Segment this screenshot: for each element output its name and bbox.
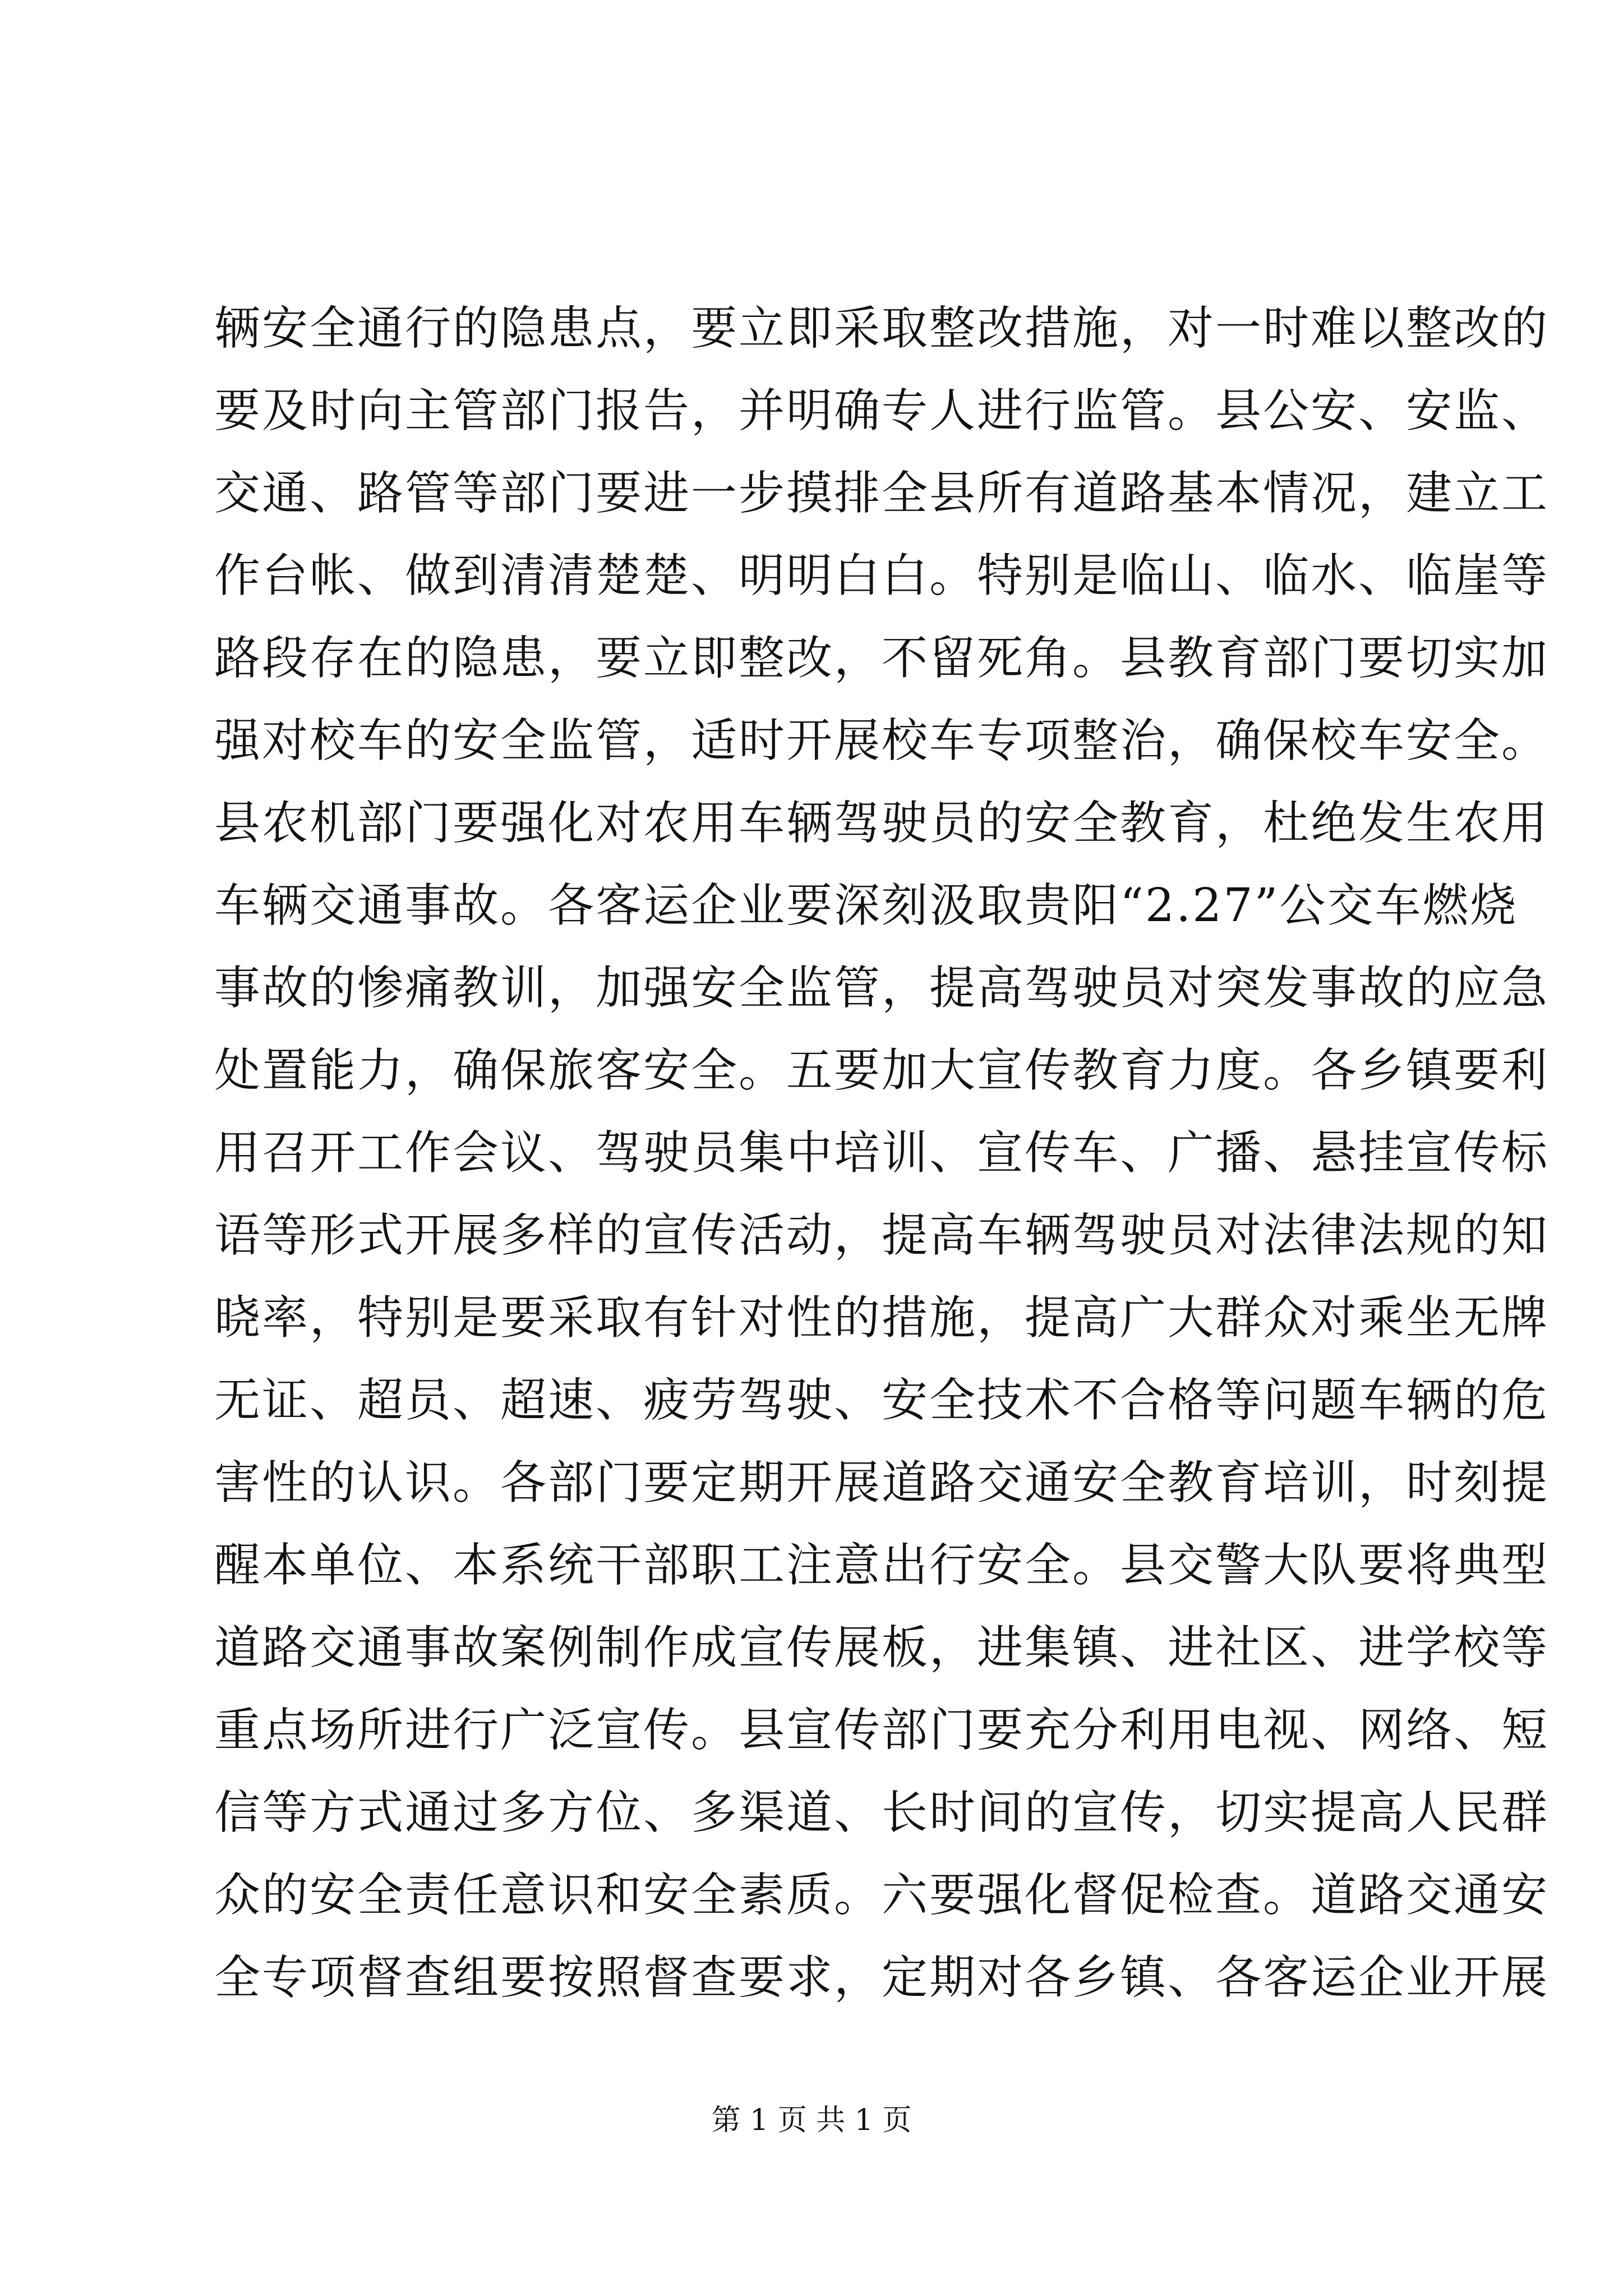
text-line: 醒本单位、本系统干部职工注意出行安全。县交警大队要将典型 <box>214 1539 1550 1592</box>
text-line: 辆安全通行的隐患点，要立即采取整改措施，对一时难以整改的 <box>214 302 1550 355</box>
text-line: 强对校车的安全监管，适时开展校车专项整治，确保校车安全。 <box>214 714 1550 767</box>
text-line: 道路交通事故案例制作成宣传展板，进集镇、进社区、进学校等 <box>214 1621 1550 1674</box>
text-line: 无证、超员、超速、疲劳驾驶、安全技术不合格等问题车辆的危 <box>214 1374 1550 1427</box>
text-line: 要及时向主管部门报告，并明确专人进行监管。县公安、安监、 <box>214 384 1550 438</box>
text-line: 全专项督查组要按照督查要求，定期对各乡镇、各客运企业开展 <box>214 1951 1550 2004</box>
text-line: 路段存在的隐患，要立即整改，不留死角。县教育部门要切实加 <box>214 632 1550 685</box>
text-line: 车辆交通事故。各客运企业要深刻汲取贵阳“2.27”公交车燃烧 <box>214 879 1518 932</box>
text-line: 晓率，特别是要采取有针对性的措施，提高广大群众对乘坐无牌 <box>214 1291 1550 1345</box>
text-line: 信等方式通过多方位、多渠道、长时间的宣传，切实提高人民群 <box>214 1786 1550 1839</box>
text-line: 作台帐、做到清清楚楚、明明白白。特别是临山、临水、临崖等 <box>214 549 1550 602</box>
text-line: 重点场所进行广泛宣传。县宣传部门要充分利用电视、网络、短 <box>214 1704 1550 1757</box>
text-line: 害性的认识。各部门要定期开展道路交通安全教育培训，时刻提 <box>214 1456 1550 1510</box>
text-line: 众的安全责任意识和安全素质。六要强化督促检查。道路交通安 <box>214 1869 1550 1922</box>
body-text <box>214 287 1550 2019</box>
page-footer: 第 1 页 共 1 页 <box>711 2104 912 2137</box>
text-line: 用召开工作会议、驾驶员集中培训、宣传车、广播、悬挂宣传标 <box>214 1126 1550 1180</box>
text-line: 事故的惨痛教训，加强安全监管，提高驾驶员对突发事故的应急 <box>214 961 1550 1015</box>
text-line: 交通、路管等部门要进一步摸排全县所有道路基本情况，建立工 <box>214 467 1550 520</box>
text-line: 县农机部门要强化对农用车辆驾驶员的安全教育，杜绝发生农用 <box>214 797 1550 850</box>
text-line: 处置能力，确保旅客安全。五要加大宣传教育力度。各乡镇要利 <box>214 1044 1550 1097</box>
text-line: 语等形式开展多样的宣传活动，提高车辆驾驶员对法律法规的知 <box>214 1209 1550 1262</box>
